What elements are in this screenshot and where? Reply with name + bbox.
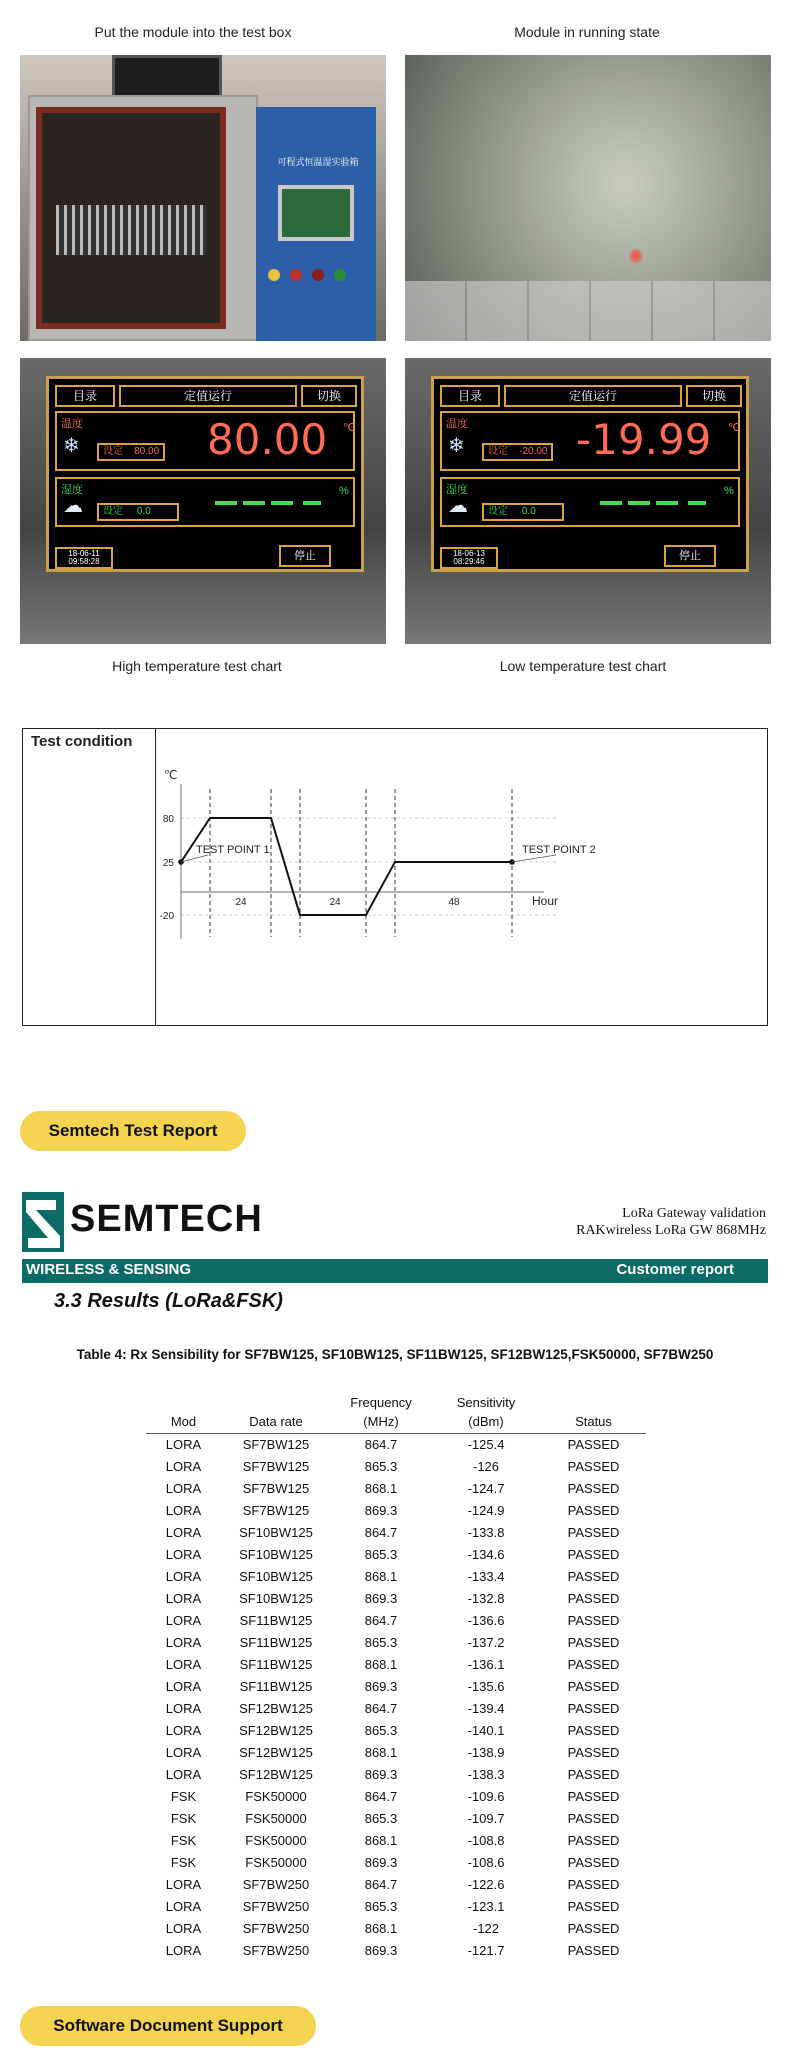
cell-status: PASSED: [567, 1547, 620, 1562]
cell-data-rate: SF11BW125: [239, 1635, 313, 1650]
cell-status: PASSED: [567, 1569, 620, 1584]
temp-label: 温度: [446, 418, 468, 430]
segment-label: 24: [235, 897, 247, 908]
thermometer-icon: ❄: [63, 435, 80, 457]
hum-unit: %: [339, 485, 349, 497]
cell-data-rate: SF12BW125: [239, 1767, 313, 1782]
table-row: [146, 1808, 646, 1830]
table-row: [146, 1588, 646, 1610]
temp-value: -19.99: [576, 415, 712, 464]
hum-dash: [303, 501, 321, 505]
indicator-light: [290, 269, 302, 281]
table-row: [146, 1742, 646, 1764]
cell-status: PASSED: [567, 1701, 620, 1716]
cell-sensitivity: -136.6: [467, 1613, 505, 1628]
set-label: 设定: [103, 446, 123, 457]
cell-frequency: 868.1: [364, 1481, 398, 1496]
test-condition-label: Test condition: [31, 733, 133, 750]
cell-data-rate: FSK50000: [245, 1789, 307, 1804]
cell-status: PASSED: [567, 1855, 620, 1870]
cell-sensitivity: -135.6: [467, 1679, 505, 1694]
table-caption: Table 4: Rx Sensibility for SF7BW125, SF10BW125, SF11BW125, SF12BW125,FSK50000, SF7BW250: [76, 1347, 714, 1362]
col-data-rate: Data rate: [221, 1393, 331, 1434]
set-box: [97, 503, 179, 521]
cell-status: PASSED: [567, 1921, 620, 1936]
cell-sensitivity: -133.8: [467, 1525, 505, 1540]
cell-status: PASSED: [567, 1613, 620, 1628]
test-point-2-leader: [512, 855, 556, 862]
cell-sensitivity: -122.6: [467, 1877, 505, 1892]
cell-mod: LORA: [165, 1613, 202, 1628]
temperature-row: [55, 411, 355, 471]
cell-mod: LORA: [165, 1459, 202, 1474]
hum-dash: [628, 501, 650, 505]
cell-status: PASSED: [567, 1723, 620, 1738]
cell-data-rate: SF7BW250: [242, 1899, 310, 1914]
cell-sensitivity: -136.1: [467, 1657, 505, 1672]
cell-frequency: 868.1: [364, 1657, 398, 1672]
hum-dash: [271, 501, 293, 505]
table-row: [146, 1544, 646, 1566]
cell-status: PASSED: [567, 1767, 620, 1782]
table-body: [146, 1434, 646, 1963]
table-row: [146, 1918, 646, 1940]
cell-mod: LORA: [165, 1745, 202, 1760]
switch-tab: 切换: [301, 385, 357, 407]
table-row: [146, 1698, 646, 1720]
cell-sensitivity: -138.9: [467, 1745, 505, 1760]
cell-sensitivity: -125.4: [467, 1437, 505, 1452]
cell-sensitivity: -132.8: [467, 1591, 505, 1606]
cell-frequency: 865.3: [364, 1547, 398, 1562]
cell-frequency: 864.7: [364, 1789, 398, 1804]
col-frequency: [331, 1393, 431, 1434]
cell-sensitivity: -140.1: [467, 1723, 505, 1738]
cell-status: PASSED: [567, 1899, 620, 1914]
module-rack: [56, 205, 206, 255]
date: 18-06-11: [68, 549, 100, 558]
table-row: [146, 1676, 646, 1698]
cell-sensitivity: -109.7: [467, 1811, 505, 1826]
cell-status: PASSED: [567, 1789, 620, 1804]
cell-mod: FSK: [170, 1833, 197, 1848]
indicator-light: [268, 269, 280, 281]
cell-frequency: 869.3: [364, 1591, 398, 1606]
cell-frequency: 869.3: [364, 1503, 398, 1518]
col-mod: Mod: [146, 1393, 221, 1434]
cell-frequency: 864.7: [364, 1525, 398, 1540]
cloud-icon: ☁: [63, 495, 83, 517]
cell-mod: LORA: [165, 1591, 202, 1606]
hum-dash: [688, 501, 706, 505]
semtech-logo-text: SEMTECH: [70, 1198, 263, 1240]
floor-tiles: [405, 281, 771, 341]
cell-frequency: 864.7: [364, 1877, 398, 1892]
time: 09:58:28: [68, 557, 100, 566]
cell-status: PASSED: [567, 1437, 620, 1452]
temp-value: 80.00: [207, 415, 328, 464]
cell-data-rate: SF10BW125: [239, 1547, 313, 1562]
cell-sensitivity: -138.3: [467, 1767, 505, 1782]
section-title: 3.3 Results (LoRa&FSK): [54, 1290, 283, 1312]
temperature-profile-chart: [156, 729, 768, 1025]
cell-frequency: 869.3: [364, 1855, 398, 1870]
cell-data-rate: SF12BW125: [239, 1745, 313, 1760]
cell-data-rate: FSK50000: [245, 1855, 307, 1870]
cell-data-rate: SF11BW125: [239, 1657, 313, 1672]
cell-mod: LORA: [165, 1437, 202, 1452]
cell-status: PASSED: [567, 1833, 620, 1848]
cell-frequency: 865.3: [364, 1635, 398, 1650]
cell-frequency: 868.1: [364, 1745, 398, 1760]
caption-low-temp: Low temperature test chart: [499, 658, 667, 674]
cell-data-rate: SF7BW250: [242, 1921, 310, 1936]
semtech-test-report-button[interactable]: Semtech Test Report: [20, 1111, 246, 1151]
report-header-line-1: LoRa Gateway validation: [622, 1206, 766, 1221]
cell-sensitivity: -126: [472, 1459, 500, 1474]
cell-frequency: 868.1: [364, 1569, 398, 1584]
cell-status: PASSED: [567, 1459, 620, 1474]
set-label: 设定: [103, 506, 123, 517]
table-row: [146, 1456, 646, 1478]
report-band: [22, 1259, 768, 1283]
set-box: [97, 443, 165, 461]
controller-screen: [46, 376, 364, 572]
set-temp: 80.00: [134, 446, 160, 457]
col-frequency-line1: Frequency: [350, 1395, 412, 1410]
cell-frequency: 869.3: [364, 1679, 398, 1694]
segment-label: 24: [329, 897, 341, 908]
set-temp: -20.00: [519, 446, 548, 457]
cell-sensitivity: -133.4: [467, 1569, 505, 1584]
col-status: Status: [541, 1393, 646, 1434]
cell-sensitivity: -139.4: [467, 1701, 505, 1716]
indicator-light: [312, 269, 324, 281]
cell-mod: LORA: [165, 1701, 202, 1716]
cell-data-rate: SF12BW125: [239, 1723, 313, 1738]
table-row: [146, 1654, 646, 1676]
hum-unit: %: [724, 485, 734, 497]
menu-tab: 目录: [440, 385, 500, 407]
cell-frequency: 869.3: [364, 1767, 398, 1782]
table-row: [146, 1434, 646, 1457]
y-axis-unit: ℃: [164, 768, 178, 782]
cell-data-rate: SF7BW250: [242, 1877, 310, 1892]
cell-data-rate: SF10BW125: [239, 1591, 313, 1606]
photo-running-state: [405, 55, 771, 341]
cell-sensitivity: -108.8: [467, 1833, 505, 1848]
software-document-support-button[interactable]: Software Document Support: [20, 2006, 316, 2046]
cell-frequency: 865.3: [364, 1459, 398, 1474]
cell-frequency: 868.1: [364, 1833, 398, 1848]
mode-tab: 定值运行: [504, 385, 682, 407]
table-row: [146, 1720, 646, 1742]
photo-high-temp-screen: [20, 358, 386, 644]
stop-button: 停止: [279, 545, 331, 567]
cell-status: PASSED: [567, 1657, 620, 1672]
table-row: [146, 1764, 646, 1786]
cell-sensitivity: -122: [472, 1921, 500, 1936]
cell-data-rate: SF11BW125: [239, 1613, 313, 1628]
temperature-row: [440, 411, 740, 471]
cell-data-rate: SF12BW125: [239, 1701, 313, 1716]
cell-mod: LORA: [165, 1679, 202, 1694]
cell-data-rate: SF10BW125: [239, 1525, 313, 1540]
cell-data-rate: SF7BW125: [242, 1459, 310, 1474]
test-condition-box: [22, 728, 768, 1026]
cloud-icon: ☁: [448, 495, 468, 517]
cell-mod: LORA: [165, 1481, 202, 1496]
set-box: [482, 503, 564, 521]
hum-label: 湿度: [446, 484, 468, 496]
mode-tab: 定值运行: [119, 385, 297, 407]
indicator-light: [334, 269, 346, 281]
cell-mod: LORA: [165, 1921, 202, 1936]
caption-running: Module in running state: [514, 24, 660, 40]
cell-mod: FSK: [170, 1789, 197, 1804]
caption-test-box: Put the module into the test box: [94, 24, 292, 40]
cell-sensitivity: -123.1: [467, 1899, 505, 1914]
cell-mod: LORA: [165, 1547, 202, 1562]
cell-mod: LORA: [165, 1657, 202, 1672]
cell-frequency: 868.1: [364, 1921, 398, 1936]
table-row: [146, 1632, 646, 1654]
table-row: [146, 1852, 646, 1874]
x-axis-label: Hour: [532, 894, 559, 908]
cell-sensitivity: -109.6: [467, 1789, 505, 1804]
col-frequency-line2: (MHz): [363, 1414, 399, 1429]
menu-tab: 目录: [55, 385, 115, 407]
cell-status: PASSED: [567, 1481, 620, 1496]
time: 08:29:46: [453, 557, 485, 566]
table-row: [146, 1500, 646, 1522]
cell-data-rate: SF7BW125: [242, 1437, 310, 1452]
cell-mod: LORA: [165, 1635, 202, 1650]
cell-sensitivity: -124.9: [467, 1503, 505, 1518]
hum-dash: [600, 501, 622, 505]
cell-mod: FSK: [170, 1811, 197, 1826]
rx-sensitivity-table: [146, 1393, 646, 1962]
cell-mod: LORA: [165, 1899, 202, 1914]
cell-frequency: 865.3: [364, 1899, 398, 1914]
set-label: 设定: [488, 506, 508, 517]
cell-frequency: 864.7: [364, 1437, 398, 1452]
hum-dash: [243, 501, 265, 505]
thermometer-icon: ❄: [448, 435, 465, 457]
cell-mod: FSK: [170, 1855, 197, 1870]
photo-test-box: [20, 55, 386, 341]
semtech-logo-icon: [22, 1192, 64, 1252]
cell-mod: LORA: [165, 1723, 202, 1738]
cell-status: PASSED: [567, 1877, 620, 1892]
cell-sensitivity: -121.7: [467, 1943, 505, 1958]
switch-tab: 切换: [686, 385, 742, 407]
cell-mod: LORA: [165, 1767, 202, 1782]
date-box: [55, 547, 113, 569]
chamber-screen: [278, 185, 354, 241]
date: 18-06-13: [452, 549, 486, 558]
cell-frequency: 865.3: [364, 1811, 398, 1826]
band-right-text: Customer report: [616, 1261, 734, 1278]
cell-data-rate: SF7BW125: [242, 1503, 310, 1518]
y-tick-label: 80: [162, 814, 174, 825]
cell-data-rate: SF7BW250: [242, 1943, 310, 1958]
table-row: [146, 1478, 646, 1500]
humidity-row: [55, 477, 355, 527]
chamber-label: 可程式恒温湿实验箱: [277, 157, 359, 167]
band-left-text: WIRELESS & SENSING: [26, 1261, 192, 1278]
cell-status: PASSED: [567, 1745, 620, 1760]
cell-mod: LORA: [165, 1503, 202, 1518]
test-point-2-label: TEST POINT 2: [522, 844, 596, 856]
cell-data-rate: SF11BW125: [239, 1679, 313, 1694]
temp-label: 温度: [61, 418, 83, 430]
temp-unit: ℃: [343, 422, 356, 434]
cell-sensitivity: -134.6: [467, 1547, 505, 1562]
col-sensitivity-line1: Sensitivity: [456, 1395, 516, 1410]
table-row: [146, 1566, 646, 1588]
table-row: [146, 1896, 646, 1918]
cell-frequency: 869.3: [364, 1943, 398, 1958]
temp-unit: ℃: [728, 422, 741, 434]
led-glow: [629, 249, 643, 263]
segment-label: 48: [448, 897, 460, 908]
cell-data-rate: FSK50000: [245, 1811, 307, 1826]
cell-status: PASSED: [567, 1679, 620, 1694]
cell-mod: LORA: [165, 1943, 202, 1958]
y-tick-label: 25: [162, 858, 174, 869]
y-tick-label: -20: [159, 911, 174, 922]
col-sensitivity-line2: (dBm): [468, 1414, 504, 1429]
set-hum: 0.0: [521, 506, 536, 517]
set-hum: 0.0: [136, 506, 151, 517]
cell-mod: LORA: [165, 1525, 202, 1540]
photo-low-temp-screen: [405, 358, 771, 644]
test-point-1-label: TEST POINT 1: [196, 844, 270, 856]
table-row: [146, 1522, 646, 1544]
table-header-row: [146, 1393, 646, 1434]
report-header-line-2: RAKwireless LoRa GW 868MHz: [576, 1223, 766, 1238]
caption-high-temp: High temperature test chart: [112, 658, 282, 674]
table-row: [146, 1940, 646, 1962]
table-row: [146, 1786, 646, 1808]
stop-button: 停止: [664, 545, 716, 567]
date-box: [440, 547, 498, 569]
cell-sensitivity: -137.2: [467, 1635, 505, 1650]
cell-mod: LORA: [165, 1877, 202, 1892]
cell-sensitivity: -108.6: [467, 1855, 505, 1870]
cell-mod: LORA: [165, 1569, 202, 1584]
cell-status: PASSED: [567, 1635, 620, 1650]
cell-frequency: 864.7: [364, 1613, 398, 1628]
col-sensitivity: [431, 1393, 541, 1434]
cell-sensitivity: -124.7: [467, 1481, 505, 1496]
temperature-profile-line: [181, 818, 512, 915]
cell-status: PASSED: [567, 1503, 620, 1518]
hum-dash: [656, 501, 678, 505]
cell-data-rate: SF7BW125: [242, 1481, 310, 1496]
controller-screen: [431, 376, 749, 572]
set-label: 设定: [488, 446, 508, 457]
cell-status: PASSED: [567, 1525, 620, 1540]
cell-status: PASSED: [567, 1591, 620, 1606]
cell-data-rate: FSK50000: [245, 1833, 307, 1848]
cell-frequency: 864.7: [364, 1701, 398, 1716]
humidity-row: [440, 477, 740, 527]
set-box: [482, 443, 553, 461]
cell-status: PASSED: [567, 1943, 620, 1958]
cell-status: PASSED: [567, 1811, 620, 1826]
table-row: [146, 1874, 646, 1896]
hum-label: 湿度: [61, 484, 83, 496]
table-row: [146, 1610, 646, 1632]
cell-data-rate: SF10BW125: [239, 1569, 313, 1584]
cell-frequency: 865.3: [364, 1723, 398, 1738]
table-row: [146, 1830, 646, 1852]
hum-dash: [215, 501, 237, 505]
